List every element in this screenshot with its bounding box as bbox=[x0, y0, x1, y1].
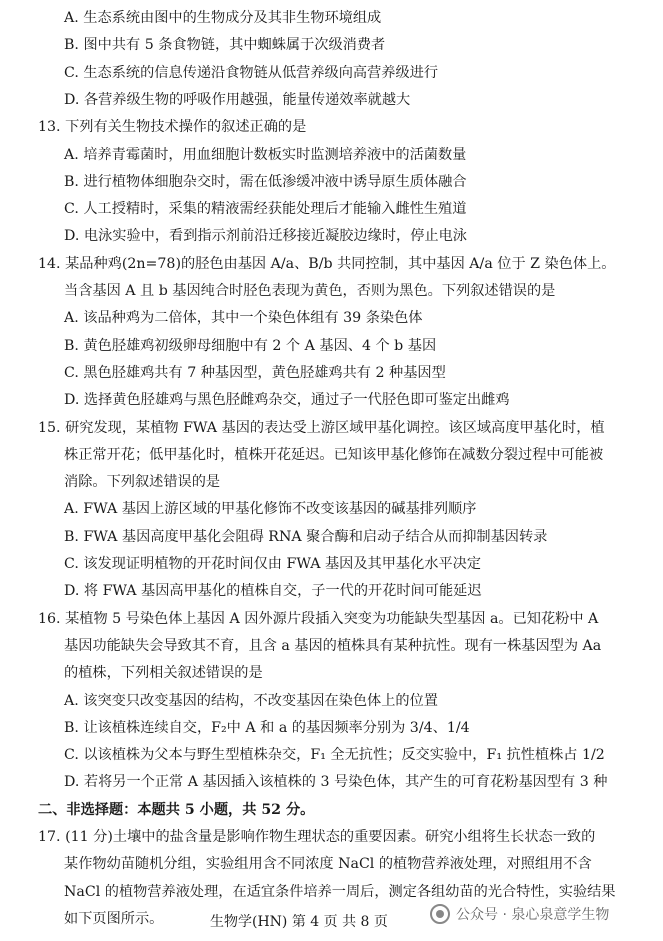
answer-option: D. 电泳实验中，看到指示剂前沿迁移接近凝胶边缘时，停止电泳 bbox=[64, 228, 467, 245]
answer-option: B. 图中共有 5 条食物链，其中蜘蛛属于次级消费者 bbox=[64, 37, 386, 54]
answer-option: B. 让该植株连续自交，F₂中 A 和 a 的基因频率分别为 3/4、1/4 bbox=[64, 719, 470, 736]
answer-option: B. 黄色胫雄鸡初级卵母细胞中有 2 个 A 基因、4 个 b 基因 bbox=[64, 337, 437, 354]
answer-option: D. 各营养级生物的呼吸作用越强，能量传递效率就越大 bbox=[64, 91, 411, 108]
answer-option: A. 培养青霉菌时，用血细胞计数板实时监测培养液中的活菌数量 bbox=[64, 146, 467, 163]
question-stem: 15. 研究发现，某植物 FWA 基因的表达受上游区域甲基化调控。该区域高度甲基化时，植 bbox=[38, 419, 605, 436]
answer-option: C. 生态系统的信息传递沿食物链从低营养级向高营养级进行 bbox=[64, 64, 439, 81]
answer-option: B. 进行植物体细胞杂交时，需在低渗缓冲液中诱导原生质体融合 bbox=[64, 173, 467, 190]
answer-option: A. 该品种鸡为二倍体，其中一个染色体组有 39 条染色体 bbox=[64, 310, 423, 327]
question-continuation: 消除。下列叙述错误的是 bbox=[64, 474, 221, 491]
answer-option: C. 黑色胫雄鸡共有 7 种基因型，黄色胫雄鸡共有 2 种基因型 bbox=[64, 364, 446, 381]
question-stem: 13. 下列有关生物技术操作的叙述正确的是 bbox=[38, 119, 307, 136]
question-continuation: 当含基因 A 且 b 基因纯合时胫色表现为黄色，否则为黑色。下列叙述错误的是 bbox=[64, 283, 556, 299]
section-heading: 二、非选择题：本题共 5 小题，共 52 分。 bbox=[38, 801, 315, 818]
answer-option: B. FWA 基因高度甲基化会阻碍 RNA 聚合酶和启动子结合从而抑制基因转录 bbox=[64, 528, 548, 545]
watermark-text: 公众号 · 泉心泉意学生物 bbox=[456, 907, 610, 923]
answer-option: C. 以该植株为父本与野生型植株杂交，F₁ 全无抗性；反交实验中，F₁ 抗性植株占 1/2 bbox=[64, 747, 605, 764]
question-stem: 17. (11 分)土壤中的盐含量是影响作物生理状态的重要因素。研究小组将生长状态一致的 bbox=[38, 829, 596, 845]
question-stem: 16. 某植物 5 号染色体上基因 A 因外源片段插入突变为功能缺失型基因 a。已知花粉中 A bbox=[38, 610, 599, 627]
page-footer: 生物学(HN) 第 4 页 共 8 页 bbox=[210, 914, 388, 930]
question-continuation: 基因功能缺失会导致其不育，且含 a 基因的植株具有某种抗性。现有一株基因型为 Aa bbox=[64, 637, 602, 654]
question-continuation: 株正常开花；低甲基化时，植株开花延迟。已知该甲基化修饰在减数分裂过程中可能被 bbox=[64, 446, 604, 463]
question-continuation: 的植株，下列相关叙述错误的是 bbox=[64, 665, 263, 682]
answer-option: C. 该发现证明植物的开花时间仅由 FWA 基因及其甲基化水平决定 bbox=[64, 556, 482, 572]
answer-option: C. 人工授精时，采集的精液需经获能处理后才能输入雌性生殖道 bbox=[64, 201, 467, 218]
answer-option: A. 生态系统由图中的生物成分及其非生物环境组成 bbox=[64, 10, 382, 26]
answer-option: A. 该突变只改变基因的结构，不改变基因在染色体上的位置 bbox=[64, 692, 438, 709]
answer-option: A. FWA 基因上游区域的甲基化修饰不改变该基因的碱基排列顺序 bbox=[64, 501, 477, 518]
question-continuation: 如下页图所示。 bbox=[64, 910, 164, 927]
answer-option: D. 将 FWA 基因高甲基化的植株自交，子一代的开花时间可能延迟 bbox=[64, 583, 482, 600]
watermark bbox=[430, 904, 609, 924]
question-stem: 14. 某品种鸡(2n=78)的胫色由基因 A/a、B/b 共同控制，其中基因 A/a 位于 Z 染色体上。 bbox=[38, 255, 616, 272]
question-continuation: NaCl 的植物营养液处理，在适宜条件培养一周后，测定各组幼苗的光合特性，实验结果 bbox=[64, 883, 616, 900]
answer-option: D. 若将另一个正常 A 基因插入该植株的 3 号染色体，其产生的可育花粉基因型有 3 种 bbox=[64, 774, 608, 791]
wechat-icon bbox=[430, 904, 450, 924]
answer-option: D. 选择黄色胫雄鸡与黑色胫雌鸡杂交，通过子一代胫色即可鉴定出雌鸡 bbox=[64, 392, 510, 409]
question-continuation: 某作物幼苗随机分组，实验组用含不同浓度 NaCl 的植物营养液处理，对照组用不含 bbox=[64, 856, 592, 873]
